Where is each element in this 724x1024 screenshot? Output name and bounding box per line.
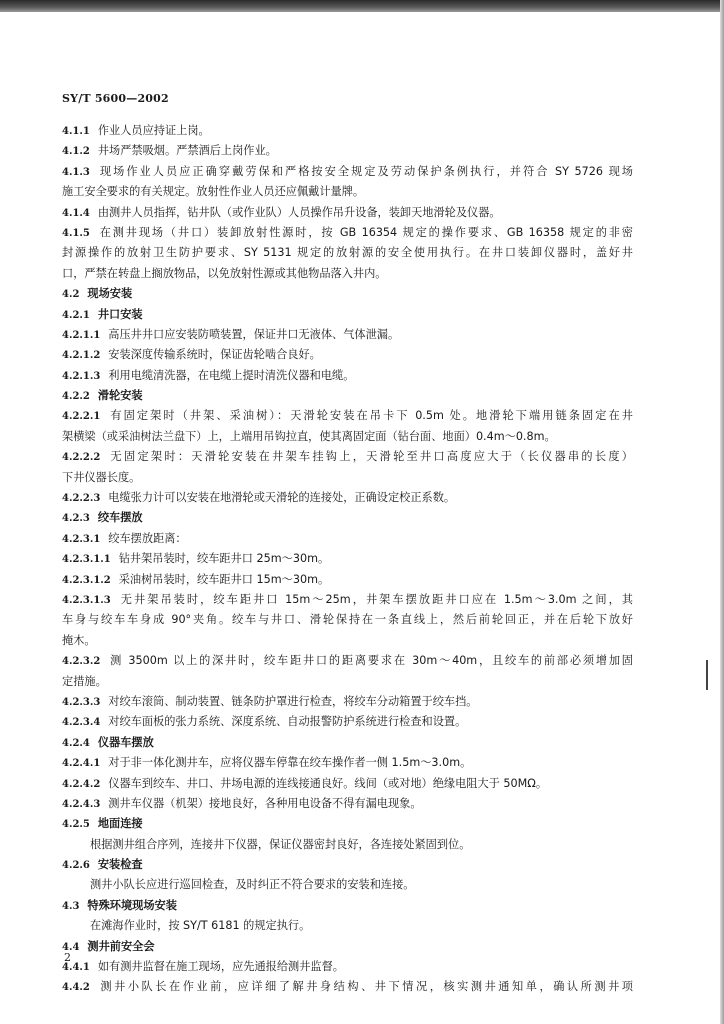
clause-line [62, 794, 633, 814]
clause-number: 4.2.6 [62, 860, 90, 872]
clause-line [62, 203, 633, 223]
page-number: 2 [64, 951, 71, 964]
clause-line [62, 141, 633, 161]
section-heading: 测井前安全会 [87, 939, 155, 953]
clause-line [62, 529, 633, 549]
clause-number: 4.2.2.3 [62, 493, 101, 505]
clause-text: 掩木。 [62, 633, 96, 647]
clause-number: 4.2.3.4 [62, 717, 101, 729]
clause-text: 测井小队长在作业前，应详细了解井身结构、井下情况，核实测井通知单，确认所测井项 [97, 980, 633, 994]
clause-number: 4.2.3.3 [62, 696, 101, 708]
clause-line [62, 345, 633, 365]
section-heading: 特殊环境现场安装 [87, 898, 177, 912]
clause-number: 4.1.5 [62, 227, 90, 239]
clause-number: 4.1.1 [62, 126, 90, 137]
clause-line [62, 366, 633, 386]
clause-line [62, 733, 633, 753]
clause-line [62, 508, 633, 528]
clause-number: 4.4.2 [62, 982, 90, 994]
clause-number: 4.4 [62, 941, 80, 953]
clause-line [62, 223, 633, 243]
clause-line [62, 651, 633, 671]
clause-text: 架横梁（或采油树法兰盘下）上，上端用吊钩拉直，使其离固定面（钻台面、地面）0.4m～0.8m。 [62, 429, 556, 443]
clause-text: 在测井现场（井口）装卸放射性源时，按 GB 16354 规定的操作要求、GB 16358 规定的非密 [97, 225, 633, 239]
clause-text: 电缆张力计可以安装在地滑轮或天滑轮的连接处，正确设定校正系数。 [108, 491, 456, 505]
continuation-line [62, 916, 633, 936]
clause-text: 高压井井口应安装防喷装置，保证井口无液体、气体泄漏。 [108, 327, 400, 341]
clause-number: 4.1.4 [62, 207, 90, 219]
section-heading: 安装检查 [97, 858, 143, 872]
scan-top-edge [0, 0, 724, 12]
continuation-line [62, 264, 633, 284]
clause-text: 安装深度传输系统时，保证齿轮啮合良好。 [108, 348, 321, 362]
document-body [62, 121, 633, 998]
clause-text: 采油树吊装时，绞车距井口 15m～30m。 [118, 572, 330, 586]
clause-text: 车身与绞车车身成 90°夹角。绞车与井口、滑轮保持在一条直线上，然后前轮回正，并在后轮下放好 [62, 613, 633, 627]
clause-text: 由测井人员指挥，钻井队（或作业队）人员操作吊升设备，装卸天地滑轮及仪器。 [97, 205, 501, 219]
continuation-line [62, 427, 633, 447]
clause-text: 利用电缆清洗器，在电缆上提时清洗仪器和电缆。 [108, 368, 355, 382]
clause-text: 无固定架时：天滑轮安装在井架车挂钩上，天滑轮至井口高度应大于（长仪器串的长度） [108, 450, 633, 464]
clause-number: 4.2.3.1.2 [62, 574, 111, 586]
clause-number: 4.2.4.3 [62, 798, 101, 810]
clause-text: 如有测井监督在施工现场，应先通报给测井监督。 [97, 960, 344, 974]
clause-number: 4.2.2.2 [62, 452, 101, 464]
continuation-line [62, 610, 633, 630]
clause-number: 4.2.3.1.1 [62, 554, 111, 566]
continuation-line [62, 672, 633, 692]
clause-text: 有固定架时（井架、采油树）：天滑轮安装在吊卡下 0.5m 处。地滑轮下端用链条固定在井 [108, 409, 633, 423]
clause-number: 4.2.3.1 [62, 533, 101, 545]
clause-line [62, 121, 633, 141]
clause-number: 4.2.3.1.3 [62, 594, 111, 606]
clause-text: 钻井架吊装时，绞车距井口 25m～30m。 [118, 552, 330, 566]
clause-line [62, 488, 633, 508]
clause-text: 对绞车面板的张力系统、深度系统、自动报警防护系统进行检查和设置。 [108, 715, 467, 729]
clause-line [62, 406, 633, 426]
clause-text: 井场严禁吸烟。严禁酒后上岗作业。 [97, 144, 277, 158]
clause-text: 对于非一体化测井车，应将仪器车停靠在绞车操作者一侧 1.5m～3.0m。 [108, 756, 472, 770]
clause-line [62, 855, 633, 875]
clause-line [62, 549, 633, 569]
clause-number: 4.2.2.1 [62, 411, 101, 423]
clause-text: 施工安全要求的有关规定。放射性作业人员还应佩戴计量牌。 [62, 185, 365, 199]
clause-line [62, 774, 633, 794]
clause-number: 4.2.4.1 [62, 758, 101, 770]
clause-line [62, 896, 633, 916]
clause-text: 测井小队长应进行巡回检查，及时纠正不符合要求的安装和连接。 [90, 878, 415, 892]
section-heading: 仪器车摆放 [97, 735, 154, 749]
clause-number: 4.2.1.2 [62, 350, 101, 362]
clause-number: 4.2.1.1 [62, 329, 101, 341]
clause-number: 4.1.3 [62, 166, 90, 178]
continuation-line [62, 835, 633, 855]
clause-line [62, 162, 633, 182]
section-heading: 现场安装 [87, 287, 133, 301]
clause-number: 4.1.2 [62, 146, 90, 158]
clause-text: 下井仪器长度。 [62, 470, 141, 484]
scan-right-edge [720, 0, 724, 1024]
clause-text: 无井架吊装时，绞车距井口 15m～25m，井架车摆放距井口应在 1.5m～3.0m 之间，其 [118, 592, 633, 606]
clause-text: 定措施。 [62, 674, 107, 688]
section-heading: 滑轮安装 [97, 389, 143, 403]
scan-speck [706, 660, 708, 690]
clause-text: 根据测井组合序列，连接井下仪器，保证仪器密封良好，各连接处紧固到位。 [90, 837, 471, 851]
clause-line [62, 570, 633, 590]
clause-number: 4.2.4 [62, 737, 90, 749]
clause-line [62, 305, 633, 325]
section-heading: 绞车摆放 [97, 511, 143, 525]
clause-text: 口，严禁在转盘上搁放物品，以免放射性源或其他物品落入井内。 [62, 266, 387, 280]
clause-text: 测井车仪器（机架）接地良好，各种用电设备不得有漏电现象。 [108, 796, 422, 810]
clause-line [62, 814, 633, 834]
clause-number: 4.2.4.2 [62, 778, 101, 790]
clause-text: 绞车摆放距离： [108, 531, 187, 545]
clause-line [62, 937, 633, 957]
clause-number: 4.2.1 [62, 309, 90, 321]
clause-line [62, 977, 633, 997]
clause-text: 封源操作的放射卫生防护要求、SY 5131 规定的放射源的安全使用执行。在井口装卸仪器时，盖好井 [62, 246, 633, 260]
clause-line [62, 712, 633, 732]
clause-line [62, 325, 633, 345]
clause-number: 4.4.1 [62, 962, 90, 974]
clause-number: 4.2.3.2 [62, 656, 101, 668]
clause-text: 在滩海作业时，按 SY/T 6181 的规定执行。 [90, 919, 311, 933]
clause-line [62, 447, 633, 467]
clause-line [62, 753, 633, 773]
continuation-line [62, 243, 633, 263]
clause-number: 4.2.5 [62, 819, 90, 831]
clause-text: 作业人员应持证上岗。 [97, 124, 210, 137]
continuation-line [62, 468, 633, 488]
clause-number: 4.2.2 [62, 391, 90, 403]
document-header: SY/T 5600—2002 [62, 92, 169, 105]
clause-line [62, 692, 633, 712]
clause-line [62, 386, 633, 406]
section-heading: 地面连接 [97, 817, 143, 831]
clause-text: 仪器车到绞车、井口、井场电源的连线接通良好。线间（或对地）绝缘电阻大于 50MΩ。 [108, 776, 548, 790]
clause-number: 4.3 [62, 900, 80, 912]
clause-number: 4.2.3 [62, 513, 90, 525]
continuation-line [62, 631, 633, 651]
clause-text: 现场作业人员应正确穿戴劳保和严格按安全规定及劳动保护条例执行，并符合 SY 5726 现场 [97, 164, 633, 178]
continuation-line [62, 182, 633, 202]
clause-number: 4.2.1.3 [62, 370, 101, 382]
clause-line [62, 590, 633, 610]
clause-line [62, 957, 633, 977]
clause-line [62, 284, 633, 304]
clause-text: 测 3500m 以上的深井时，绞车距井口的距离要求在 30m～40m，且绞车的前部必须增加固 [108, 654, 633, 668]
section-heading: 井口安装 [97, 307, 143, 321]
continuation-line [62, 875, 633, 895]
clause-number: 4.2 [62, 289, 80, 301]
clause-text: 对绞车滚筒、制动装置、链条防护罩进行检查，将绞车分动箱置于绞车挡。 [108, 694, 478, 708]
